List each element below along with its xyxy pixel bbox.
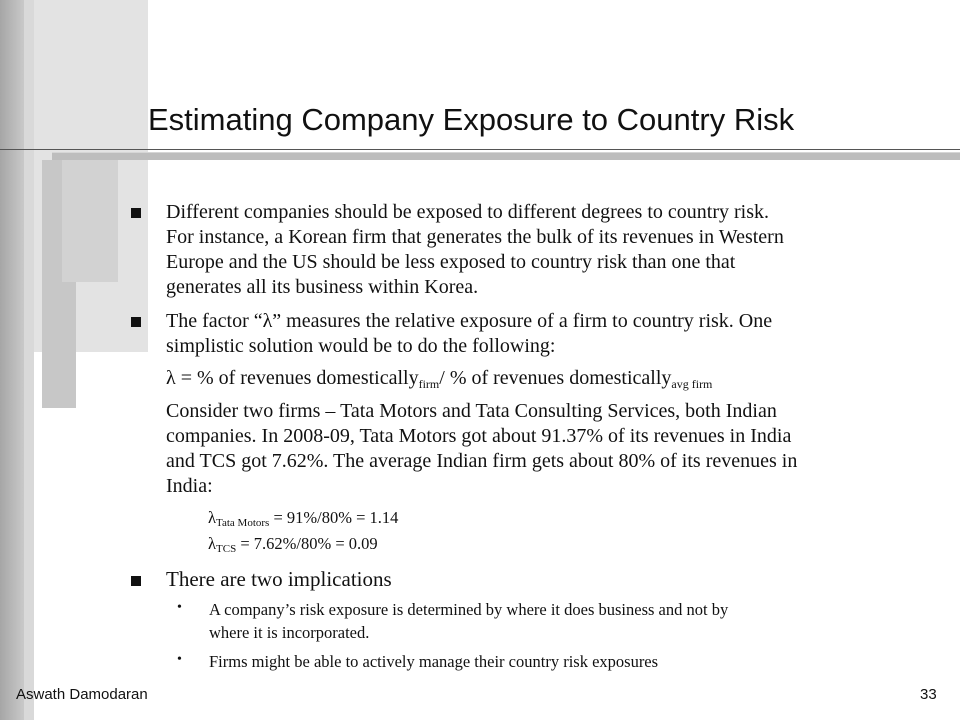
formula-numerator: % of revenues domestically (196, 367, 419, 389)
formula-divider: / (439, 367, 445, 389)
calc-tata-motors (208, 507, 398, 534)
formula-denominator: % of revenues domestically (449, 367, 672, 389)
decorative-bar (62, 160, 118, 282)
page-number: 33 (920, 686, 937, 703)
calc-subscript: Tata Motors (216, 517, 270, 529)
bullet-2-line: The factor “λ” measures the relative exposure of a firm to country risk. One (166, 310, 773, 332)
footer-author: Aswath Damodaran (16, 686, 148, 703)
calc-tcs (208, 533, 378, 560)
decorative-bar (0, 0, 24, 720)
bullet-1-line: generates all its business within Korea. (166, 276, 479, 298)
bullet-1-line: Different companies should be exposed to different degrees to country risk. (166, 201, 769, 223)
example-line: and TCS got 7.62%. The average Indian firm gets about 80% of its revenues in (166, 450, 798, 472)
bullet-1-line: For instance, a Korean firm that generates the bulk of its revenues in Western (166, 226, 784, 248)
example-line: companies. In 2008-09, Tata Motors got about 91.37% of its revenues in India (166, 425, 792, 447)
lambda-symbol: λ (208, 508, 217, 527)
lambda-symbol: λ (208, 534, 217, 553)
example-line: India: (166, 475, 213, 497)
decorative-bar (24, 0, 34, 720)
calc-expression: = 7.62%/80% = 0.09 (236, 534, 378, 553)
bullet-marker (131, 576, 141, 586)
sub-bullet-marker: • (177, 600, 182, 615)
formula-numerator-subscript: firm (418, 377, 440, 391)
bullet-marker (131, 317, 141, 327)
title-divider (0, 149, 960, 150)
calc-expression: = 91%/80% = 1.14 (269, 508, 399, 527)
bullet-3-heading: There are two implications (166, 567, 392, 591)
sub-bullet-line: A company’s risk exposure is determined by where it does business and not by (209, 600, 729, 619)
title-divider-bar (52, 152, 960, 160)
bullet-2-line: simplistic solution would be to do the following: (166, 335, 556, 357)
calc-subscript: TCS (216, 543, 237, 555)
lambda-symbol: λ (166, 367, 176, 389)
equals-sign: = (180, 367, 192, 389)
example-line: Consider two firms – Tata Motors and Tata Consulting Services, both Indian (166, 400, 777, 422)
sub-bullet-line: where it is incorporated. (209, 623, 370, 642)
sub-bullet-marker: • (177, 652, 182, 667)
bullet-marker (131, 208, 141, 218)
formula-denominator-subscript: avg firm (671, 377, 713, 391)
lambda-formula (166, 366, 712, 397)
bullet-1-line: Europe and the US should be less exposed to country risk than one that (166, 251, 736, 273)
sub-bullet-line: Firms might be able to actively manage their country risk exposures (209, 652, 659, 671)
slide-title: Estimating Company Exposure to Country Risk (148, 102, 795, 137)
